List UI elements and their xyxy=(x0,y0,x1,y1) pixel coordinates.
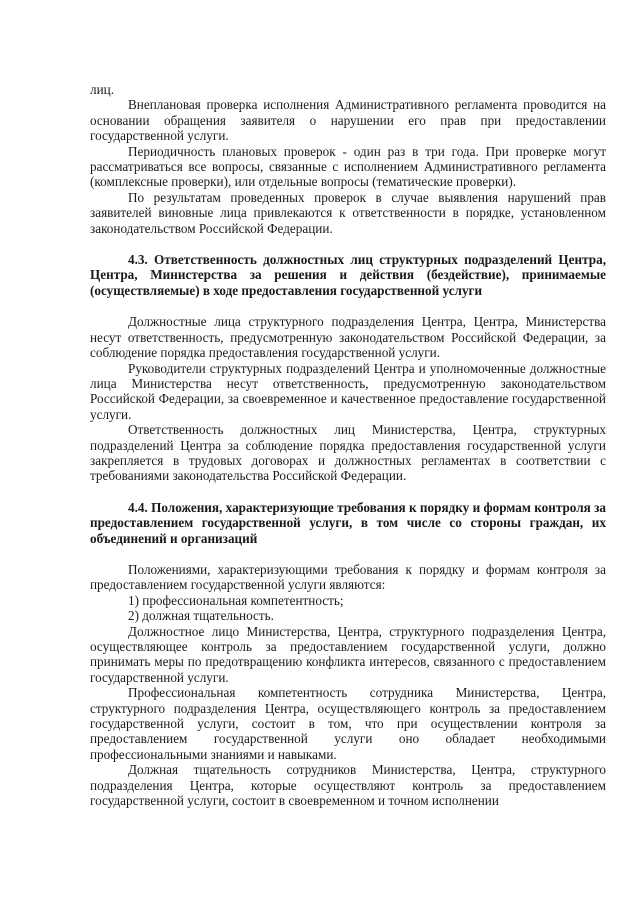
paragraph-managers-responsibility: Руководители структурных подразделений Центра и уполномоченные должностные лица Министерства несут ответственность, предусмотренную законодательством Российской Федерации, за своевременное и качественное предоставление государственной услуги. xyxy=(90,360,606,422)
list-item-diligence: 2) должная тщательность. xyxy=(128,608,274,624)
section-heading-4-4: 4.4. Положения, характеризующие требования к порядку и формам контроля за предоставлением государственной услуги, в том числе со стороны граждан, их объединений и организаций xyxy=(90,499,606,546)
paragraph-continuation: лиц. xyxy=(90,82,114,97)
paragraph-unscheduled-inspection: Внеплановая проверка исполнения Административного регламента проводится на основании обращения заявителя о нарушении его прав при предоставлении государственной услуги. xyxy=(90,97,606,144)
paragraph-professional-competence: Профессиональная компетентность сотрудника Министерства, Центра, структурного подразделения Центра, осуществляющего контроль за предоставлением государственной услуги, состоит в том, что при осуществлении контроля за предоставлением государственной услуги оно обладает необходимыми профессиональными знаниями и навыками. xyxy=(90,685,606,762)
list-item-competence: 1) профессиональная компетентность; xyxy=(128,592,344,608)
section-heading-4-3: 4.3. Ответственность должностных лиц структурных подразделений Центра, Центра, Министерства за решения и действия (бездействие), принимаемые (осуществляемые) в ходе предоставления государственной услуги xyxy=(90,252,606,298)
paragraph-control-requirements-intro: Положениями, характеризующими требования к порядку и формам контроля за предоставлением государственной услуги являются: xyxy=(90,561,606,593)
paragraph-officials-responsibility: Должностные лица структурного подразделения Центра, Центра, Министерства несут ответственность, предусмотренную законодательством Российской Федерации, за соблюдение порядка предоставления государственной услуги. xyxy=(90,314,606,361)
paragraph-due-diligence: Должная тщательность сотрудников Министерства, Центра, структурного подразделения Центра, которые осуществляют контроль за предоставлением государственной услуги, состоит в своевременном и точном исполнении xyxy=(90,762,606,809)
paragraph-inspection-results: По результатам проведенных проверок в случае выявления нарушений прав заявителей виновные лица привлекаются к ответственности в порядке, установленном законодательством Российской Федерации. xyxy=(90,189,606,236)
paragraph-responsibility-in-contracts: Ответственность должностных лиц Министерства, Центра, структурных подразделений Центра за соблюдение порядка предоставления государственной услуги закрепляется в трудовых договорах и должностных регламентах в соответствии с требованиями законодательства Российской Федерации. xyxy=(90,422,606,484)
paragraph-conflict-of-interest: Должностное лицо Министерства, Центра, структурного подразделения Центра, осуществляющее контроль за предоставлением государственной услуги, должно принимать меры по предотвращению конфликта интересов, связанного с предоставлением государственной услуги. xyxy=(90,623,606,685)
paragraph-inspection-frequency: Периодичность плановых проверок - один раз в три года. При проверке могут рассматриваться все вопросы, связанные с исполнением Административного регламента (комплексные проверки), или отдельные вопросы (тематические проверки). xyxy=(90,143,606,190)
